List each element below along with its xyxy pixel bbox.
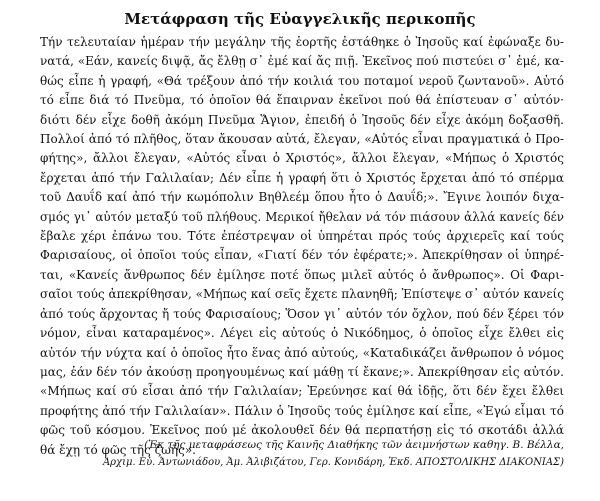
text-line: ται, «Κανείς ἄνθρωπος δέν ἐμίλησε ποτέ ὅπως μιλεῖ αὐτός ὁ ἄνθρωπος». Οἱ Φαρι- [40,267,564,282]
text-line: νατά, «Εάν, κανείς διψᾷ, ἄς ἔλθῃ σ᾿ ἐμέ καί ἄς πιῇ. Ἐκεῖνος πού πιστεύει σ᾿ ἐμέ, κα- [40,54,564,69]
text-line: ἔρχεται ἀπό τήν Γαλιλαίαν; Δέν εἶπε ἡ γραφή ὅτι ὁ Χριστός ἔρχεται ἀπό τό σπέρμα [40,170,564,185]
text-line: Φαρισαίους, οἱ ὁποῖοι τούς εἶπαν, «Γιατί δέν τόν ἐφέρατε;». Ἀπεκρίθησαν οἱ ὑπηρέ- [40,248,564,263]
source-citation [100,437,564,471]
text-line: φήτης», ἄλλοι ἔλεγαν, «Αὐτός εἶναι ὁ Χριστός», ἄλλοι ἔλεγαν, «Μήπως ὁ Χριστός [40,151,564,166]
text-line: σαῖοι τούς ἀπεκρίθησαν, «Μήπως καί σεῖς ἔχετε πλανηθῆ; Ἐπίστεψε σ᾿ αὐτόν κανείς [40,287,564,302]
text-line: «Μήπως καί σύ εἶσαι ἀπό τήν Γαλιλαίαν; Ἐρεύνησε καί θά ἰδῇς, ὅτι δέν ἔχει ἔλθει [40,384,564,399]
text-line: ἔβαλε χέρι ἐπάνω του. Τότε ἐπέστρεψαν οἱ ὑπηρέται πρός τούς ἀρχιερεῖς καί τούς [40,229,564,244]
text-line: Πολλοί ἀπό τό πλῆθος, ὅταν ἄκουσαν αὐτά, ἔλεγαν, «Αὐτός εἶναι πραγματικά ὁ Προ- [40,132,564,147]
body-text [40,33,564,460]
page-title: Μετάφραση τῆς Εὐαγγελικῆς περικοπῆς [124,10,476,28]
text-line: θά ἔχῃ τό φῶς τῆς ζωῆς». [40,442,196,457]
text-line: φῶς τοῦ κόσμου. Ἐκεῖνος πού μέ ἀκολουθεῖ δέν θά περπατήσῃ εἰς τό σκοτάδι ἀλλά [40,423,564,438]
citation-line: (Ἐκ τῆς μεταφράσεως τῆς Καινῆς Διαθήκης τῶν ἀειμνήστων καθηγ. Β. Βέλλα, [144,439,564,451]
text-line: αὐτόν τήν νύχτα καί ὁ ὁποῖος ἦτο ἕνας ἀπό αὐτούς, «Καταδικάζει ἄνθρωπον ὁ νόμος [40,345,564,360]
text-line: τοῦ Δαυΐδ καί ἀπό τήν κωμόπολιν Βηθλεέμ ὅπου ἦτο ὁ Δαυΐδ;». Ἔγινε λοιπόν διχα- [40,190,564,205]
text-line: τό εἶπε διά τό Πνεῦμα, τό ὁποῖον θά ἔπαιρναν ἐκεῖνοι πού θά ἐπίστευαν σ᾿ αὐτόν· [40,93,564,108]
text-line: σμός γι᾿ αὐτόν μεταξύ τοῦ πλήθους. Μερικοί ἤθελαν νά τόν πιάσουν ἀλλά κανείς δέν [40,209,564,224]
text-line: διότι δέν εἶχε δοθῆ ἀκόμη Πνεῦμα Ἅγιον, ἐπειδή ὁ Ἰησοῦς δέν εἶχε ἀκόμη δοξασθῆ. [40,112,564,127]
text-line: μας, ἐάν δέν τόν ἀκούσῃ προηγουμένως καί μάθῃ τί ἔκανε;». Ἀπεκρίθησαν εἰς αὐτόν. [40,364,564,379]
text-line: προφήτης ἀπό τήν Γαλιλαίαν». Πάλιν ὁ Ἰησοῦς τούς ἐμίλησε καί εἶπε, «Ἐγώ εἶμαι τό [40,403,564,418]
text-line: ἀπό τούς ἄρχοντας ἤ τούς Φαρισαίους; Ὅσον γι᾿ αὐτόν τόν ὄχλον, πού δέν ξέρει τόν [40,306,564,321]
text-line: Τήν τελευταίαν ἡμέραν τήν μεγάλην τῆς ἑορτῆς ἐστάθηκε ὁ Ἰησοῦς καί ἐφώναξε δυ- [40,35,564,49]
text-line: θώς εἶπε ἡ γραφή, «Θά τρέξουν ἀπό τήν κοιλιά του ποταμοί νεροῦ ζωντανοῦ». Αὐτό [40,73,564,88]
citation-line: Ἀρχιμ. Εὐ. Ἀντωνιάδου, Ἀμ. Ἀλιβιζάτου, Γερ. Κονιδάρη, Ἐκδ. ΑΠΟΣΤΟΛΙΚΗΣ ΔΙΑΚΟΝΙΑΣ) [102,457,564,468]
text-line: νόμον, εἶναι καταραμένος». Λέγει εἰς αὐτούς ὁ Νικόδημος, ὁ ὁποῖος εἶχε ἔλθει εἰς [40,326,564,341]
